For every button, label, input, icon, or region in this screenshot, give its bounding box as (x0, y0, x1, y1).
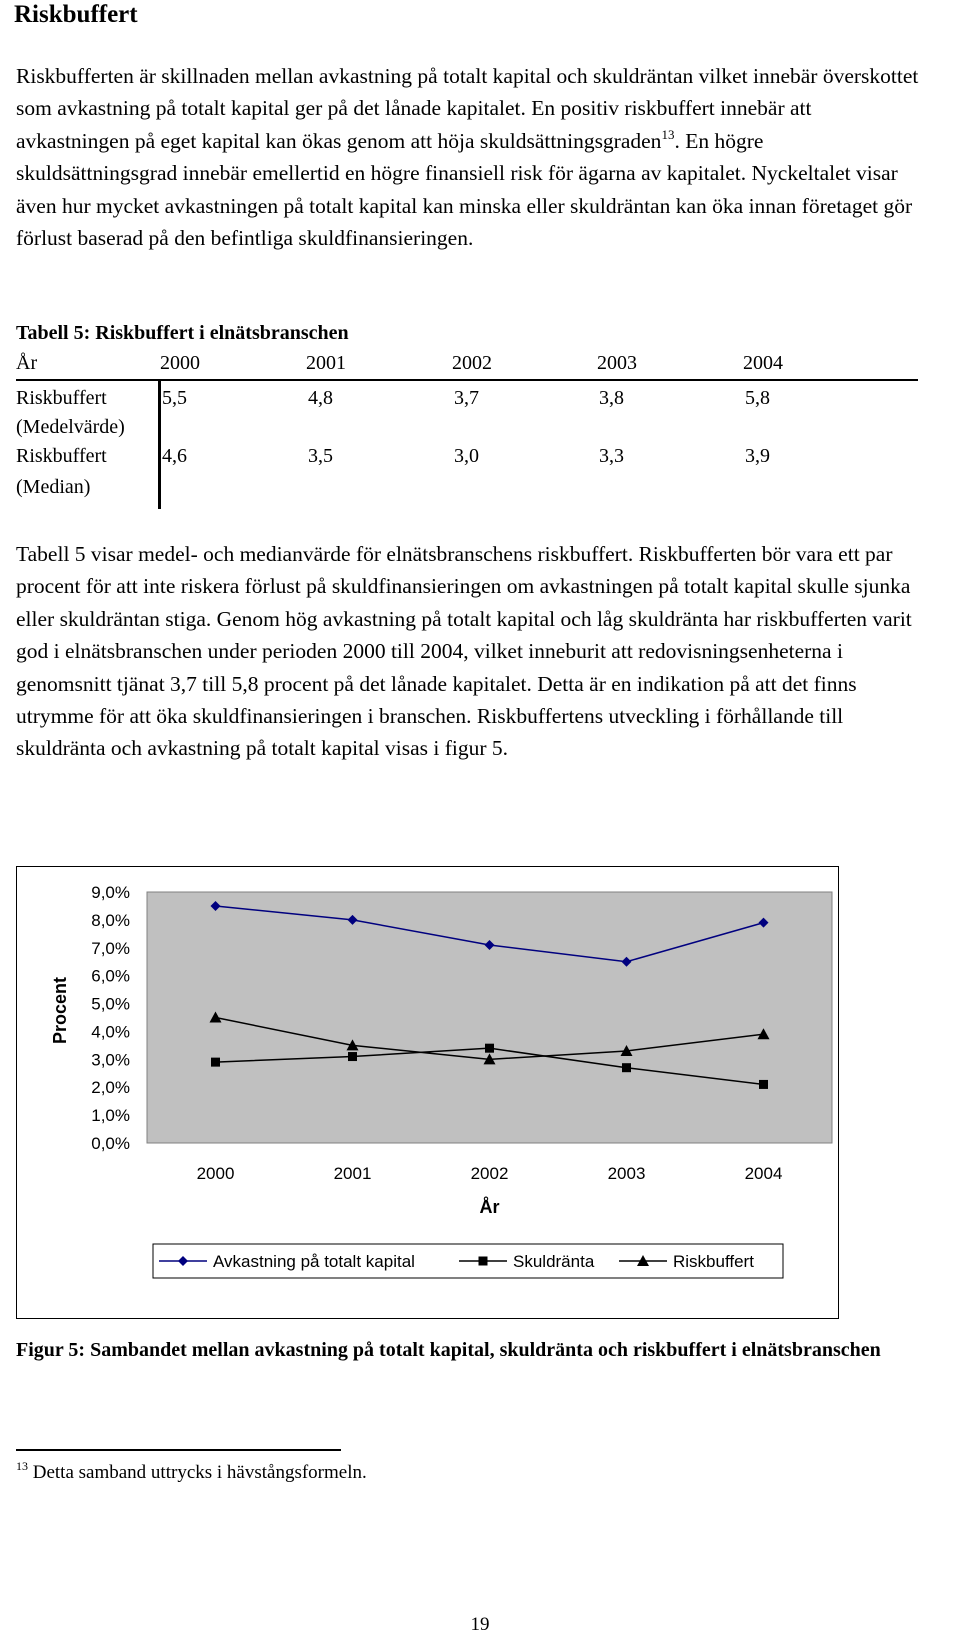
intro-text-part2: . En högre skuldsättningsgrad innebär emellertid en högre finansiell risk för ägarna av kapitalet. Nyckeltalet visar även hur mycket avkastningen på totalt kapital kan minska eller skuldräntan kan öka innan företaget gör förlust baserad på den befintliga skuldfinansieringen. (16, 128, 913, 251)
data-point (485, 1044, 494, 1053)
footnote (16, 1460, 367, 1486)
table-row-sublabel: (Medelvärde) (16, 416, 125, 438)
y-tick-label: 9,0% (91, 883, 130, 902)
analysis-paragraph: Tabell 5 visar medel- och medianvärde för elnätsbranschens riskbuffert. Riskbufferten bör vara ett par procent för att inte riskera förlust på skuldfinansieringen om avkastningen på totalt kapital skulle sjunka eller skuldräntan stiga. Genom hög avkastning på totalt kapital och låg skuldränta har riskbufferten varit god i elnätsbranschen under perioden 2000 till 2004, vilket inneburit att redovisningsenheterna i genomsnitt tjänat 3,7 till 5,8 procent på det lånade kapitalet. Detta är en indikation på att det finns utrymme för att öka skuldfinansieringen i branschen. Riskbuffertens utveckling i förhållande till skuldränta och avkastning på totalt kapital visas i figur 5. (16, 542, 912, 761)
table-header-cell: 2002 (452, 352, 492, 374)
table-cell: 3,7 (454, 387, 479, 409)
riskbuffert-table (16, 350, 918, 510)
figure-5-chart (16, 866, 839, 1319)
footnote-text: Detta samband uttrycks i hävstångsformeln. (32, 1462, 367, 1483)
x-tick-label: 2000 (196, 1164, 235, 1183)
table-cell: 5,8 (745, 387, 770, 409)
table-cell: 3,8 (599, 387, 624, 409)
intro-paragraph (16, 60, 921, 254)
table-column-rule (158, 380, 161, 509)
table-row-label: Riskbuffert (16, 387, 107, 409)
table-header-rule (16, 379, 918, 381)
intro-text-part1: Riskbufferten är skillnaden mellan avkastning på totalt kapital och skuldräntan vilket innebär överskottet som avkastning på totalt kapital ger på det lånade kapitalet. En positiv riskbuffert innebär att avkastningen på eget kapital kan ökas genom att höja skuldsättningsgraden (16, 64, 919, 153)
table-cell: 3,3 (599, 445, 624, 467)
x-tick-label: 2001 (333, 1164, 372, 1183)
figure-caption: Figur 5: Sambandet mellan avkastning på totalt kapital, skuldränta och riskbuffert i elnätsbranschen (16, 1339, 881, 1361)
x-axis-label: År (479, 1197, 500, 1217)
plot-area (147, 892, 832, 1143)
y-tick-label: 5,0% (91, 994, 130, 1014)
y-tick-label: 2,0% (91, 1078, 130, 1098)
table-header-cell: 2003 (597, 352, 637, 374)
legend-label: Avkastning på totalt kapital (213, 1252, 415, 1271)
data-point (211, 1058, 220, 1067)
data-point (622, 1063, 631, 1072)
y-tick-label: 3,0% (91, 1050, 130, 1070)
table-row-sublabel: (Median) (16, 476, 91, 498)
data-point (348, 1052, 357, 1061)
y-tick-label: 6,0% (91, 966, 130, 986)
table-cell: 3,0 (454, 445, 479, 467)
table-cell: 3,9 (745, 445, 770, 467)
footnote-reference[interactable]: 13 (661, 126, 675, 142)
y-tick-label: 7,0% (91, 938, 130, 958)
table-cell: 4,6 (162, 445, 187, 467)
footnote-separator (16, 1449, 341, 1451)
table-cell: 3,5 (308, 445, 333, 467)
table-caption: Tabell 5: Riskbuffert i elnätsbranschen (16, 322, 349, 344)
table-header-cell: 2000 (160, 352, 200, 374)
y-axis-label: Procent (50, 976, 70, 1045)
data-point (759, 1080, 768, 1089)
y-tick-label: 1,0% (91, 1106, 130, 1126)
x-tick-label: 2003 (607, 1164, 646, 1183)
table-row-label: Riskbuffert (16, 445, 107, 467)
x-tick-label: 2002 (470, 1164, 509, 1183)
legend-label: Riskbuffert (673, 1252, 754, 1271)
legend-label: Skuldränta (513, 1252, 595, 1271)
y-tick-label: 8,0% (91, 910, 130, 930)
table-header-cell: 2001 (306, 352, 346, 374)
footnote-number: 13 (16, 1458, 28, 1473)
line-chart-svg (17, 867, 840, 1320)
page-number: 19 (470, 1614, 490, 1635)
table-header-cell: 2004 (743, 352, 783, 374)
legend-marker (479, 1257, 488, 1266)
section-heading: Riskbuffert (14, 1, 138, 28)
table-cell: 5,5 (162, 387, 187, 409)
x-tick-label: 2004 (744, 1164, 783, 1183)
table-header-year: År (16, 352, 38, 374)
y-tick-label: 4,0% (91, 1022, 130, 1042)
table-cell: 4,8 (308, 387, 333, 409)
y-tick-label: 0,0% (91, 1134, 130, 1153)
